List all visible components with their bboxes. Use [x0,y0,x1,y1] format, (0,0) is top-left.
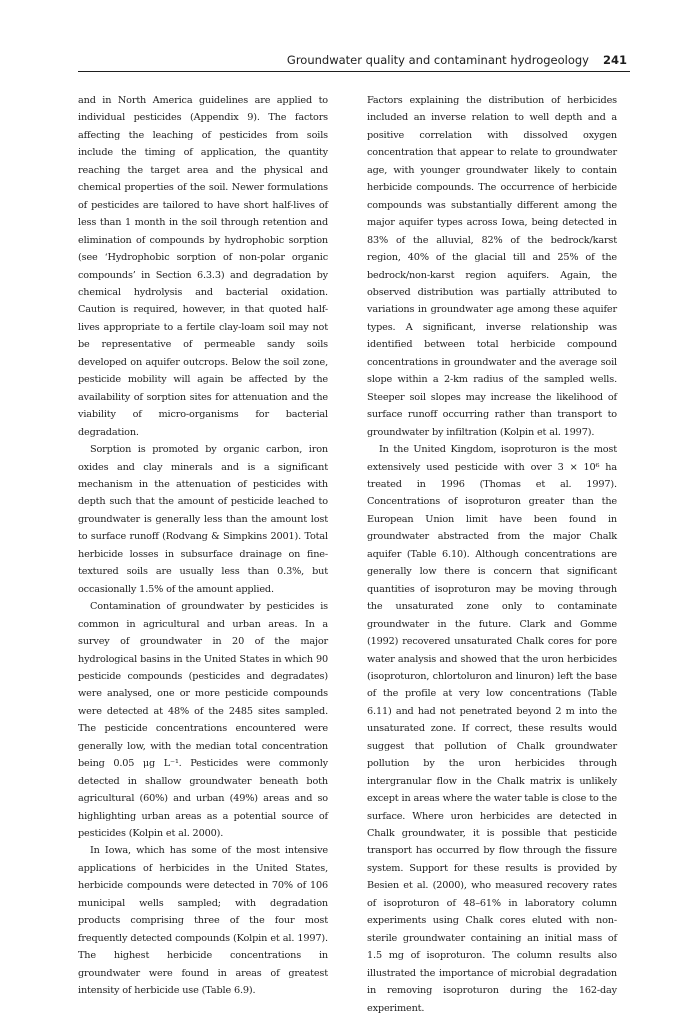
right-column [367,92,617,1017]
paragraph: In Iowa, which has some of the most intensive applications of herbicides in the United States, herbicide compounds were detected in 70% of 106 municipal wells sampled; with degradation products comprising three of the four most frequently detected compounds (Kolpin et al. 1997). The highest herbicide concentrations in groundwater were found in areas of greatest intensity of herbicide use (Table 6.9). [78,845,328,997]
paragraph: and in North America guidelines are applied to individual pesticides (Appendix 9). The factors affecting the leaching of pesticides from soils include the timing of application, the quantity reaching the target area and the physical and chemical properties of the soil. Newer formulations of pesticides are tailored to have short half-lives of less than 1 month in the soil through retention and elimination of compounds by hydrophobic sorption (see ‘Hydrophobic sorption of non-polar organic compounds’ in Section 6.3.3) and degradation by chemical hydrolysis and bacterial oxidation. Caution is required, however, in that quoted half-lives appropriate to a fertile clay-loam soil may not be representative of permeable sandy soils developed on aquifer outcrops. Below the soil zone, pesticide mobility will again be affected by the availability of sorption sites for attenuation and the viability of micro-organisms for bacterial degradation. [78,95,328,438]
header-rule [78,71,630,72]
paragraph: In the United Kingdom, isoproturon is the most extensively used pesticide with over 3 × 10⁶ ha treated in 1996 (Thomas et al. 1997). Concentrations of isoproturon greater than the European Union limit have been found in groundwater abstracted from the major Chalk aquifer (Table 6.10). Although concentrations are generally low there is concern that significant quantities of isoproturon may be moving through the unsaturated zone only to contaminate groundwater in the future. Clark and Gomme (1992) recovered unsaturated Chalk cores for pore water analysis and showed that the uron herbicides (isoproturon, chlortoluron and linuron) left the base of the profile at very low concentrations (Table 6.11) and had not penetrated beyond 2 m into the unsaturated zone. If correct, these results would suggest that pollution of Chalk groundwater pollution by the uron herbicides through intergranular flow in the Chalk matrix is unlikely except in areas where the water table is close to the surface. Where uron herbicides are detected in Chalk groundwater, it is possible that pesticide transport has occurred by flow through the fissure system. Support for these results is provided by Besien et al. (2000), who measured recovery rates of isoproturon of 48–61% in laboratory column experiments using Chalk cores eluted with non-sterile groundwater containing an initial mass of 1.5 mg of isoproturon. The column results also illustrated the importance of microbial degradation in removing isoproturon during the 162-day experiment. [367,444,617,1014]
paragraph: Sorption is promoted by organic carbon, iron oxides and clay minerals and is a significant mechanism in the attenuation of pesticides with depth such that the amount of pesticide leached to groundwater is generally less than the amount lost to surface runoff (Rodvang & Simpkins 2001). Total herbicide losses in subsurface drainage on fine-textured soils are usually less than 0.3%, but occasionally 1.5% of the amount applied. [78,444,328,595]
running-head [0,52,627,68]
page-number: 241 [602,53,627,67]
running-title: Groundwater quality and contaminant hydrogeology [286,53,589,67]
paragraph: Contamination of groundwater by pesticides is common in agricultural and urban areas. In a survey of groundwater in 20 of the major hydrological basins in the United States in which 90 pesticide compounds (pesticides and degradates) were analysed, one or more pesticide compounds were detected at 48% of the 2485 sites sampled. The pesticide concentrations encountered were generally low, with the median total concentration being 0.05 μg L⁻¹. Pesticides were commonly detected in shallow groundwater beneath both agricultural (60%) and urban (49%) areas and so highlighting urban areas as a potential source of pesticides (Kolpin et al. 2000). [78,601,328,840]
paragraph: Factors explaining the distribution of herbicides included an inverse relation to well depth and a positive correlation with dissolved oxygen concentration that appear to relate to groundwater age, with younger groundwater likely to contain herbicide compounds. The occurrence of herbicide compounds was substantially different among the major aquifer types across Iowa, being detected in 83% of the alluvial, 82% of the bedrock/karst region, 40% of the glacial till and 25% of the bedrock/non-karst region aquifers. Again, the observed distribution was partially attributed to variations in groundwater age among these aquifer types. A significant, inverse relationship was identified between total herbicide compound concentrations in groundwater and the average soil slope within a 2-km radius of the sampled wells. Steeper soil slopes may increase the likelihood of surface runoff occurring rather than transport to groundwater by infiltration (Kolpin et al. 1997). [367,95,617,438]
left-column [78,92,328,1000]
